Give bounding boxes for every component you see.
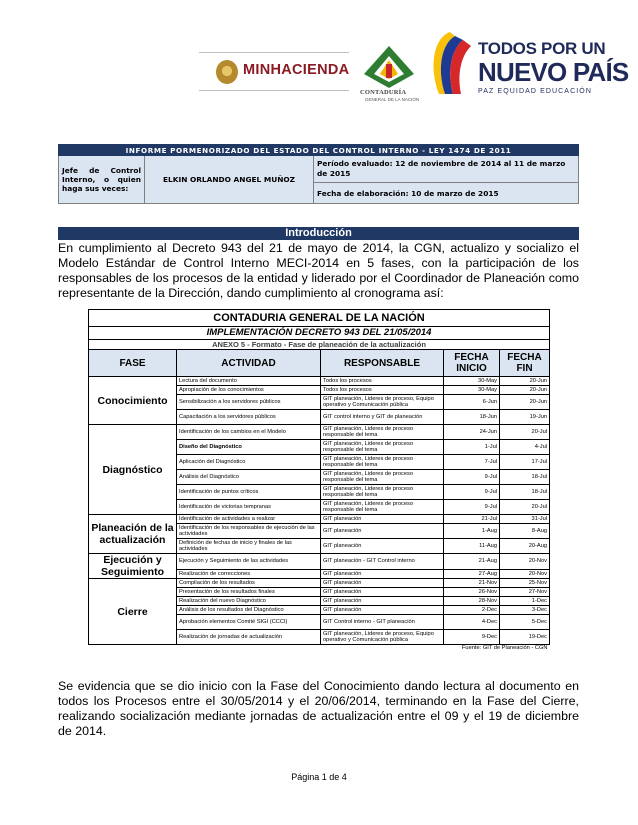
start-date-cell: 28-Nov <box>444 597 500 606</box>
coat-of-arms-icon <box>216 60 238 84</box>
responsible-cell: GIT planeación - GIT Control interno <box>321 554 444 570</box>
end-date-cell: 20-Jul <box>500 500 550 515</box>
end-date-cell: 3-Dec <box>500 606 550 615</box>
header-responsable: RESPONSABLE <box>321 350 444 377</box>
end-date-cell: 1-Dec <box>500 597 550 606</box>
phase-name: Planeación de la actualización <box>89 515 177 554</box>
start-date-cell: 9-Jul <box>444 470 500 485</box>
start-date-cell: 21-Nov <box>444 579 500 588</box>
divider <box>199 52 349 53</box>
schedule-table-wrapper <box>88 309 549 651</box>
start-date-cell: 4-Dec <box>444 615 500 630</box>
activity-cell: Lectura del documento <box>177 377 321 386</box>
responsible-cell: GIT planeación <box>321 524 444 539</box>
activity-cell: Apropiación de los conocimientos <box>177 386 321 395</box>
responsible-cell: Todos los procesos <box>321 377 444 386</box>
start-date-cell: 21-Aug <box>444 554 500 570</box>
activity-cell: Aplicación del Diagnóstico <box>177 455 321 470</box>
end-date-cell: 4-Jul <box>500 440 550 455</box>
responsible-cell: GIT planeación <box>321 569 444 578</box>
responsible-cell: GIT planeación, Lideres de proceso responsable del tema <box>321 485 444 500</box>
start-date-cell: 6-Jun <box>444 395 500 410</box>
start-date-cell: 26-Nov <box>444 588 500 597</box>
jefe-label: Jefe de Control Interno, o quien haga sus veces: <box>59 156 145 204</box>
activity-cell: Diseño del Diagnóstico <box>177 440 321 455</box>
intro-paragraph: En cumplimiento al Decreto 943 del 21 de mayo de 2014, la CGN, actualizo y socializo el Modelo Estándar de Control Interno MECI-2014 en 5 fases, con la participación de los responsables de los procesos de la entidad y liderado por el Coordinador de Planeación como representante de la Dirección, dando cumplimiento al cronograma así: <box>58 241 579 300</box>
activity-cell: Realización de jornadas de actualización <box>177 630 321 645</box>
schedule-table <box>88 309 550 651</box>
responsible-cell: GIT planeación, Lideres de proceso responsable del tema <box>321 500 444 515</box>
tp-line3: PAZ EQUIDAD EDUCACIÓN <box>478 88 592 95</box>
table-title: CONTADURIA GENERAL DE LA NACIÓN <box>89 310 550 327</box>
end-date-cell: 20-Nov <box>500 569 550 578</box>
activity-cell: Aprobación elementos Comité SIGI (CCCI) <box>177 615 321 630</box>
start-date-cell: 9-Jul <box>444 500 500 515</box>
end-date-cell: 20-Jun <box>500 386 550 395</box>
header-fecha-inicio: FECHA INICIO <box>444 350 500 377</box>
report-info-table <box>58 144 579 204</box>
responsible-cell: GIT planeación <box>321 588 444 597</box>
minhacienda-logo: MINHACIENDA <box>243 62 350 78</box>
start-date-cell: 1-Aug <box>444 524 500 539</box>
end-date-cell: 18-Jul <box>500 470 550 485</box>
activity-cell: Análisis de los resultados del Diagnóstico <box>177 606 321 615</box>
start-date-cell: 30-May <box>444 386 500 395</box>
contaduria-sub: GENERAL DE LA NACIÓN <box>365 97 420 102</box>
closing-paragraph: Se evidencia que se dio inicio con la Fase del Conocimiento dando lectura al documento en todos los Procesos entre el 30/05/2014 y el 20/06/2014, terminando en la Fase del Cierre, realizando socialización mediante jornadas de actualización entre el 09 y el 19 de diciembre de 2014. <box>58 679 579 738</box>
responsible-cell: GIT planeación <box>321 539 444 554</box>
end-date-cell: 17-Jul <box>500 455 550 470</box>
end-date-cell: 18-Jul <box>500 485 550 500</box>
end-date-cell: 5-Dec <box>500 615 550 630</box>
todos-por-un-nuevo-pais-icon <box>425 28 475 104</box>
header-fase: FASE <box>89 350 177 377</box>
activity-cell: Identificación de los responsables de ejecución de las actividades <box>177 524 321 539</box>
responsible-cell: GIT planeación, Lideres de proceso responsable del tema <box>321 440 444 455</box>
phase-name: Diagnóstico <box>89 425 177 515</box>
activity-cell: Presentación de los resultados finales <box>177 588 321 597</box>
activity-cell: Capacitación a los servidores públicos <box>177 410 321 425</box>
start-date-cell: 11-Aug <box>444 539 500 554</box>
schedule-body <box>89 377 550 645</box>
end-date-cell: 20-Nov <box>500 554 550 570</box>
end-date-cell: 8-Aug <box>500 524 550 539</box>
end-date-cell: 19-Jun <box>500 410 550 425</box>
table-row <box>89 425 550 440</box>
page-number: Página 1 de 4 <box>291 772 347 782</box>
end-date-cell: 19-Dec <box>500 630 550 645</box>
intro-heading: Introducción <box>58 227 579 240</box>
end-date-cell: 20-Aug <box>500 539 550 554</box>
responsible-cell: GIT planeación, Lideres de proceso, Equipo operativo y Comunicación pública <box>321 395 444 410</box>
responsible-cell: GIT control interno y GIT de planeación <box>321 410 444 425</box>
end-date-cell: 20-Jul <box>500 425 550 440</box>
header-actividad: ACTIVIDAD <box>177 350 321 377</box>
activity-cell: Compilación de los resultados <box>177 579 321 588</box>
activity-cell: Identificación de actividades a realizar <box>177 515 321 524</box>
table-row <box>89 377 550 386</box>
activity-cell: Análisis del Diagnóstico <box>177 470 321 485</box>
start-date-cell: 24-Jun <box>444 425 500 440</box>
phase-name: Ejecución y Seguimiento <box>89 554 177 579</box>
activity-cell: Definición de fechas de inicio y finales de las actividades <box>177 539 321 554</box>
activity-cell: Realización del nuevo Diagnóstico <box>177 597 321 606</box>
table-row <box>89 579 550 588</box>
responsible-cell: GIT planeación <box>321 515 444 524</box>
header-logos <box>0 22 638 112</box>
table-row <box>89 515 550 524</box>
table-annex: ANEXO 5 - Formato - Fase de planeación de la actualización <box>89 340 550 350</box>
contaduria-text: CONTADURÍA <box>360 89 407 96</box>
responsible-cell: GIT planeación, Lideres de proceso responsable del tema <box>321 425 444 440</box>
tp-line1: TODOS POR UN <box>478 39 606 58</box>
start-date-cell: 21-Jul <box>444 515 500 524</box>
end-date-cell: 20-Jun <box>500 377 550 386</box>
phase-name: Conocimiento <box>89 377 177 425</box>
activity-cell: Identificación de victorias tempranas <box>177 500 321 515</box>
table-row <box>89 554 550 570</box>
start-date-cell: 1-Jul <box>444 440 500 455</box>
start-date-cell: 9-Jul <box>444 485 500 500</box>
end-date-cell: 27-Nov <box>500 588 550 597</box>
start-date-cell: 30-May <box>444 377 500 386</box>
end-date-cell: 25-Nov <box>500 579 550 588</box>
fecha-elaboracion: Fecha de elaboración: 10 de marzo de 2015 <box>314 183 579 204</box>
start-date-cell: 7-Jul <box>444 455 500 470</box>
start-date-cell: 9-Dec <box>444 630 500 645</box>
responsible-cell: GIT planeación, Lideres de proceso responsable del tema <box>321 470 444 485</box>
end-date-cell: 31-Jul <box>500 515 550 524</box>
start-date-cell: 18-Jun <box>444 410 500 425</box>
activity-cell: Identificación de puntos críticos <box>177 485 321 500</box>
activity-cell: Ejecución y Seguimiento de las actividades <box>177 554 321 570</box>
periodo-evaluado: Período evaluado: 12 de noviembre de 2014 al 11 de marzo de 2015 <box>314 156 579 183</box>
responsible-cell: GIT planeación, Lideres de proceso, Equipo operativo y Comunicación pública <box>321 630 444 645</box>
table-subtitle: IMPLEMENTACIÓN DECRETO 943 DEL 21/05/2014 <box>89 327 550 340</box>
responsible-cell: GIT planeación <box>321 597 444 606</box>
activity-cell: Realización de correcciones <box>177 569 321 578</box>
header-fecha-fin: FECHA FIN <box>500 350 550 377</box>
divider <box>199 90 349 91</box>
jefe-name: ELKIN ORLANDO ANGEL MUÑOZ <box>145 156 314 204</box>
responsible-cell: Todos los procesos <box>321 386 444 395</box>
responsible-cell: GIT planeación <box>321 606 444 615</box>
table-source: Fuente: GIT de Planeación - CGN <box>461 645 548 651</box>
activity-cell: Sensibilización a los servidores públicos <box>177 395 321 410</box>
start-date-cell: 27-Aug <box>444 569 500 578</box>
responsible-cell: GIT Control interno - GIT planeación <box>321 615 444 630</box>
responsible-cell: GIT planeación <box>321 579 444 588</box>
activity-cell: Identificación de los cambios en el Modelo <box>177 425 321 440</box>
report-title: INFORME PORMENORIZADO DEL ESTADO DEL CONTROL INTERNO - LEY 1474 DE 2011 <box>59 145 579 156</box>
responsible-cell: GIT planeación, Lideres de proceso responsable del tema <box>321 455 444 470</box>
end-date-cell: 20-Jun <box>500 395 550 410</box>
phase-name: Cierre <box>89 579 177 645</box>
tp-line2: NUEVO PAÍS <box>478 57 629 87</box>
start-date-cell: 2-Dec <box>444 606 500 615</box>
